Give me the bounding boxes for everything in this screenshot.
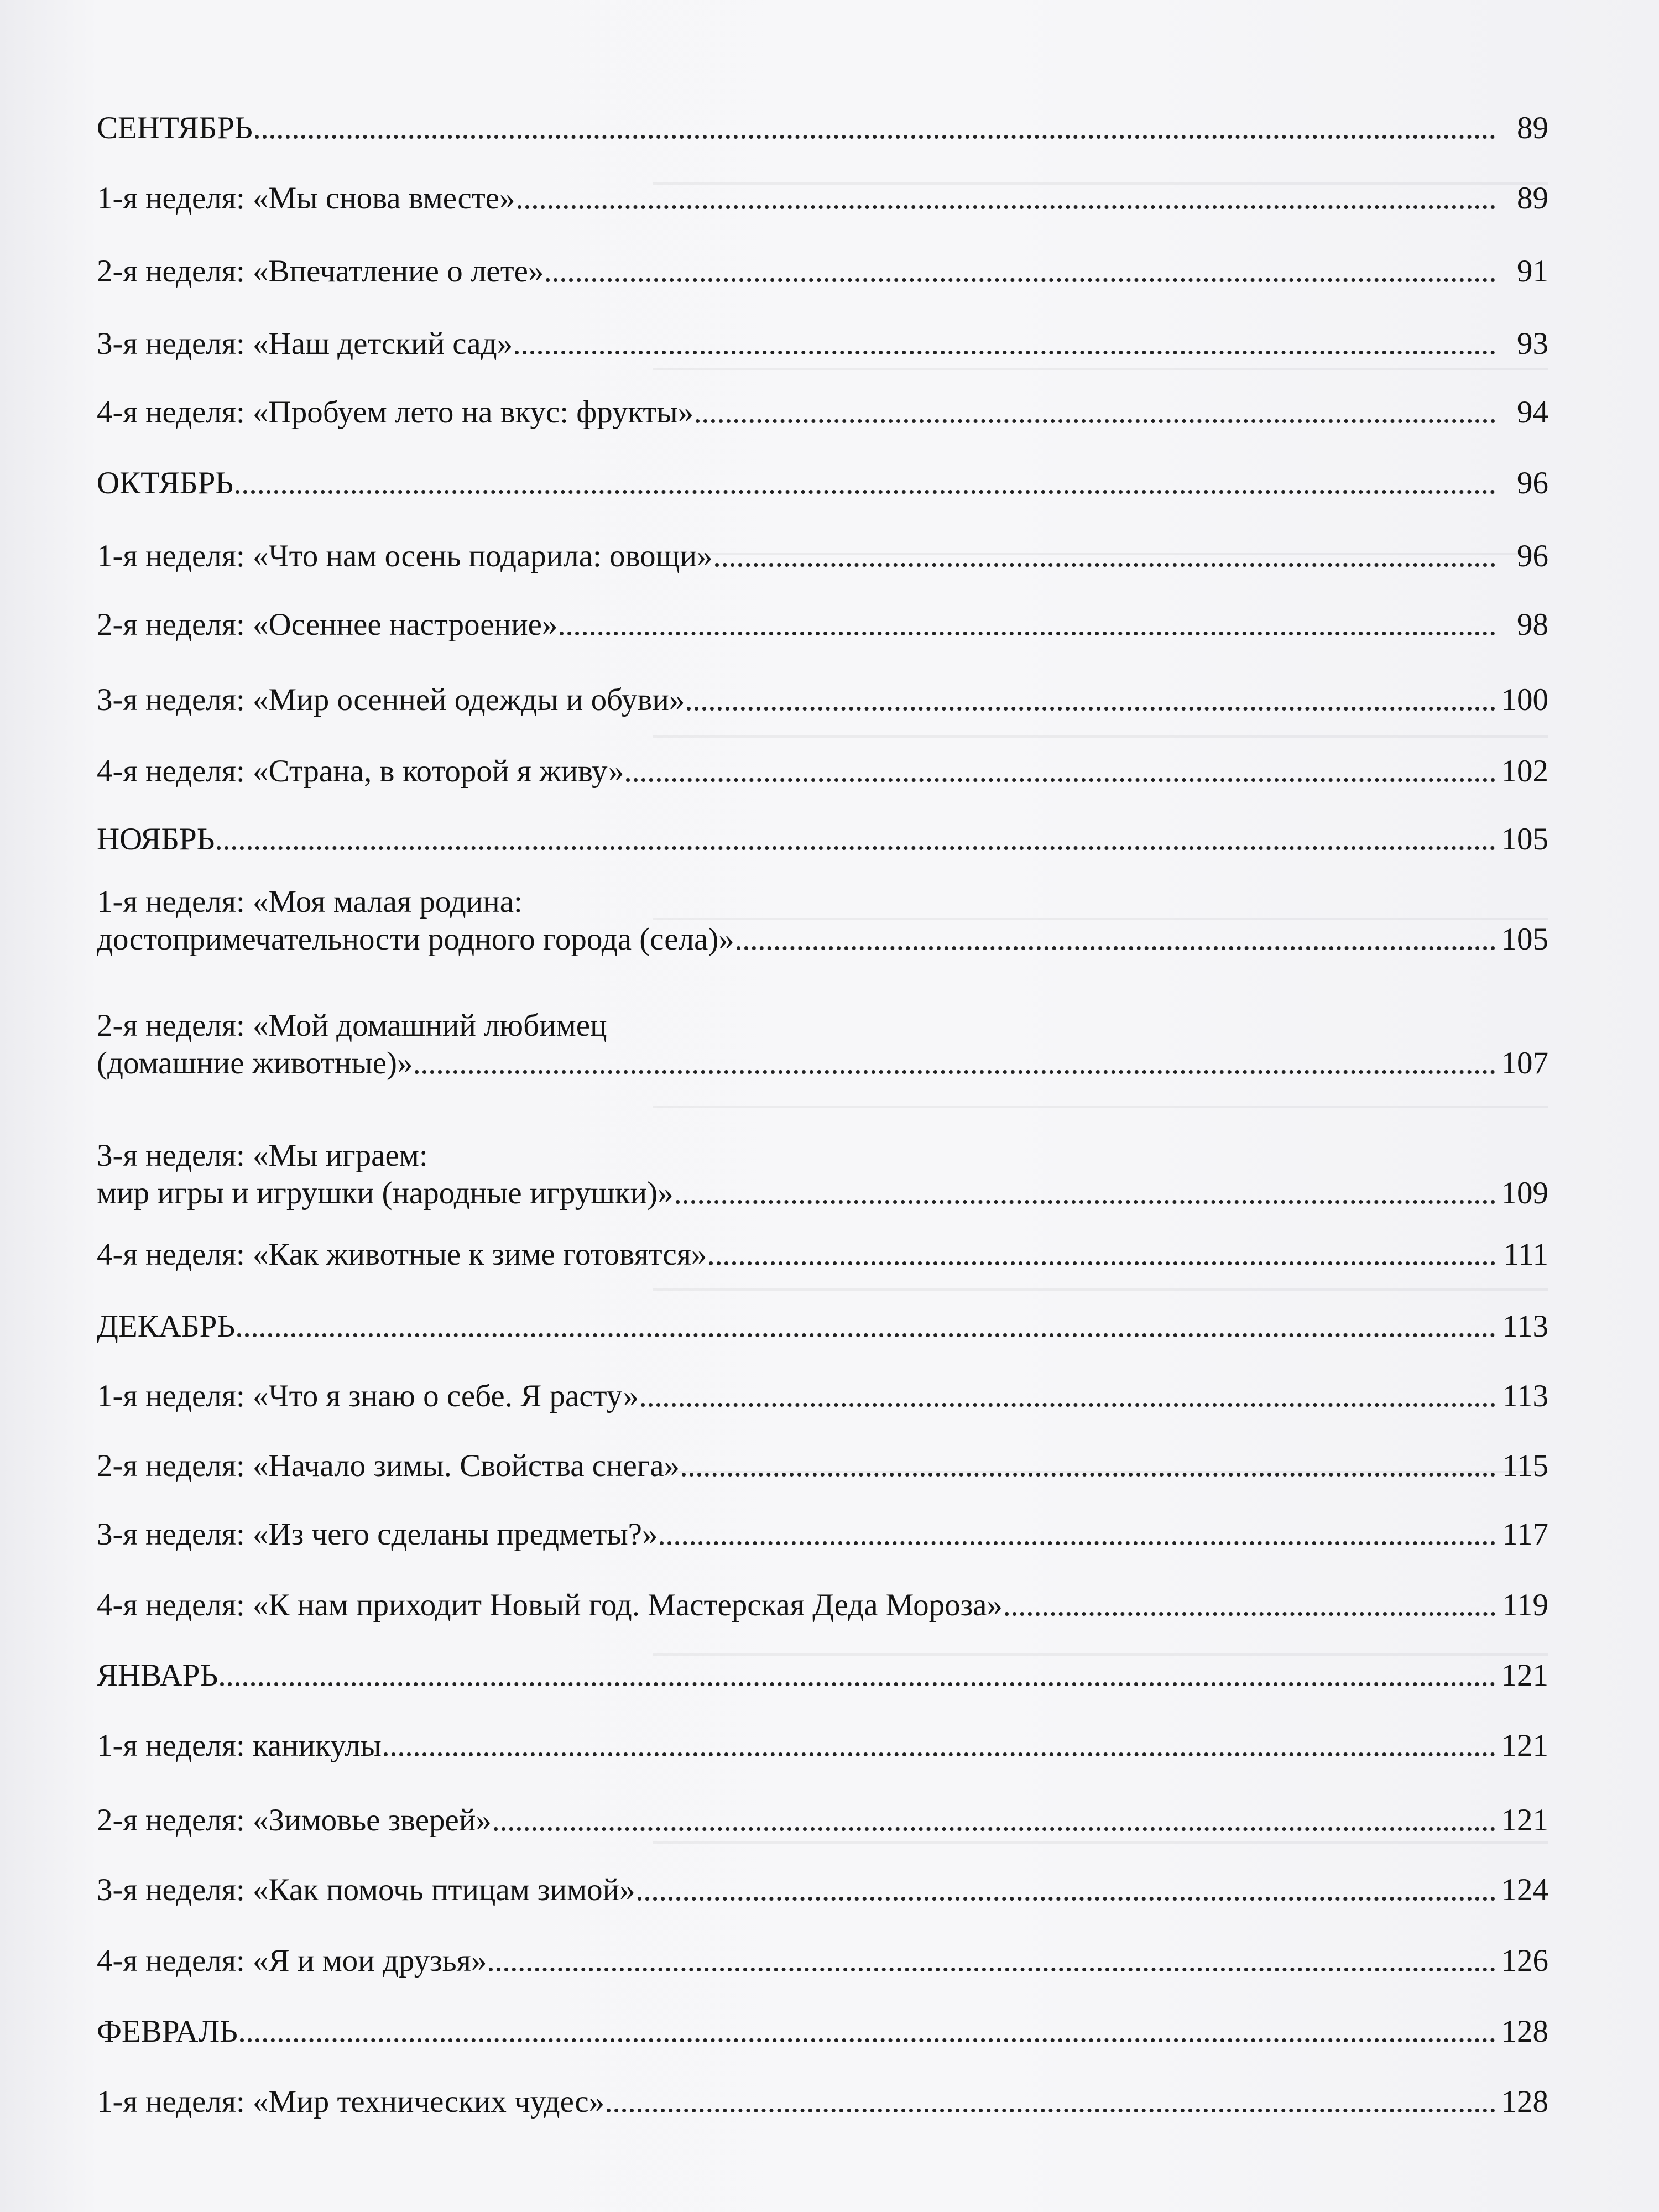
toc-entry-title: 1-я неделя: «Мир технических чудес» [97, 2084, 605, 2119]
toc-entry-title: 4-я неделя: «Страна, в которой я живу» [97, 754, 624, 789]
toc-page-number: 119 [1502, 1588, 1548, 1623]
toc-page-number: 126 [1501, 1943, 1548, 1978]
toc-entry-title: 2-я неделя: «Зимовье зверей» [97, 1803, 492, 1838]
toc-entry [97, 1447, 1548, 1485]
toc-entry [97, 1516, 1548, 1553]
toc-entry [97, 538, 1548, 575]
toc-entry-title-line1: 1-я неделя: «Моя малая родина: [97, 884, 523, 919]
toc-entry [97, 2083, 1548, 2121]
toc-entry [97, 606, 1548, 644]
dot-leader [515, 325, 1495, 363]
dot-leader [682, 1447, 1495, 1485]
toc-entry [97, 1007, 1548, 1082]
toc-entry-title-line1: 2-я неделя: «Мой домашний любимец [97, 1008, 607, 1043]
toc-page-number: 94 [1517, 395, 1548, 430]
dot-leader [638, 1871, 1495, 1909]
toc-page-number: 100 [1501, 682, 1548, 717]
toc-entry [97, 883, 1548, 958]
toc-entry [97, 681, 1548, 719]
toc-entry [97, 1802, 1548, 1839]
toc-entry-month [97, 109, 1548, 147]
dot-leader [384, 1727, 1495, 1765]
toc-page-number: 109 [1501, 1176, 1548, 1211]
toc-entry-title: 1-я неделя: «Что нам осень подарила: овощи» [97, 539, 713, 573]
toc-entry [97, 394, 1548, 431]
toc-entry-title: 1-я неделя: «Мы снова вместе» [97, 181, 515, 216]
toc-entry [97, 253, 1548, 290]
toc-page-number: 121 [1501, 1658, 1548, 1693]
toc-entry-title-line1: 3-я неделя: «Мы играем: [97, 1138, 428, 1173]
toc-entry-title: ЯНВАРЬ [97, 1658, 218, 1693]
toc-page-number: 128 [1501, 2014, 1548, 2049]
toc-page-number: 96 [1517, 466, 1548, 500]
toc-entry-month [97, 465, 1548, 502]
dot-leader [217, 821, 1495, 858]
dot-leader [546, 253, 1495, 290]
dot-leader [255, 109, 1495, 147]
dot-leader [660, 1516, 1495, 1553]
dot-leader [715, 538, 1495, 575]
toc-entry-title: 3-я неделя: «Как помочь птицам зимой» [97, 1872, 635, 1907]
toc-entry-title: 4-я неделя: «Как животные к зиме готовятся» [97, 1237, 707, 1272]
toc-page-number: 96 [1517, 539, 1548, 573]
dot-leader [626, 753, 1495, 790]
toc-entry [97, 753, 1548, 790]
dot-leader [687, 681, 1495, 719]
toc-page-number: 115 [1502, 1448, 1548, 1483]
toc-entry-title: 2-я неделя: «Осеннее настроение» [97, 607, 558, 642]
toc-entry-title: 2-я неделя: «Начало зимы. Свойства снега» [97, 1448, 680, 1483]
toc-entry-title: ФЕВРАЛЬ [97, 2014, 238, 2049]
toc-entry [97, 1727, 1548, 1765]
dot-leader [676, 1175, 1495, 1212]
toc-page-number: 102 [1501, 754, 1548, 789]
toc-entry-title: (домашние животные)» [97, 1046, 413, 1081]
toc-page-number: 128 [1501, 2084, 1548, 2119]
toc-entry-title: 3-я неделя: «Мир осенней одежды и обуви» [97, 682, 685, 717]
toc-page-number: 91 [1517, 254, 1548, 289]
toc-entry-title: 4-я неделя: «Пробуем лето на вкус: фрукты» [97, 395, 694, 430]
toc-entry-title: ОКТЯБРЬ [97, 466, 234, 500]
dot-leader [1005, 1587, 1495, 1624]
dot-leader [518, 180, 1495, 217]
toc-page-number: 124 [1501, 1872, 1548, 1907]
dot-leader [696, 394, 1495, 431]
toc-entry-title: НОЯБРЬ [97, 822, 215, 857]
toc-entry-title: 3-я неделя: «Из чего сделаны предметы?» [97, 1517, 658, 1552]
toc-entry-month [97, 1657, 1548, 1694]
toc-page-number: 98 [1517, 607, 1548, 642]
toc-page-number: 113 [1502, 1379, 1548, 1413]
dot-leader [560, 606, 1495, 644]
toc-page-number: 107 [1501, 1046, 1548, 1081]
toc-page-number: 89 [1517, 111, 1548, 145]
dot-leader [240, 2013, 1495, 2051]
toc-entry-title: ДЕКАБРЬ [97, 1309, 236, 1344]
toc-page-number: 113 [1502, 1309, 1548, 1344]
toc-entry-title: 4-я неделя: «К нам приходит Новый год. Мастерская Деда Мороза» [97, 1588, 1003, 1623]
dot-leader [237, 1308, 1495, 1345]
toc-entry-title: 4-я неделя: «Я и мои друзья» [97, 1943, 487, 1978]
dot-leader [641, 1378, 1495, 1415]
toc-entry-month [97, 2013, 1548, 2051]
dot-leader [489, 1942, 1495, 1980]
toc-entry [97, 1942, 1548, 1980]
toc-entry [97, 1378, 1548, 1415]
toc-page-number: 121 [1501, 1803, 1548, 1838]
toc-page-number: 117 [1502, 1517, 1548, 1552]
dot-leader [737, 921, 1495, 958]
toc-entry-title: достопримечательности родного города (села)» [97, 922, 734, 957]
dot-leader [709, 1236, 1495, 1274]
toc-entry [97, 1236, 1548, 1274]
toc-entry-title: 2-я неделя: «Впечатление о лете» [97, 254, 544, 289]
toc-entry-title: 1-я неделя: каникулы [97, 1728, 382, 1763]
table-of-contents [97, 0, 1548, 2212]
toc-entry [97, 1871, 1548, 1909]
dot-leader [415, 1045, 1495, 1082]
toc-entry-title: 3-я неделя: «Наш детский сад» [97, 326, 513, 361]
toc-entry [97, 1587, 1548, 1624]
toc-entry-title: мир игры и игрушки (народные игрушки)» [97, 1176, 674, 1211]
toc-entry-title: 1-я неделя: «Что я знаю о себе. Я расту» [97, 1379, 639, 1413]
dot-leader [494, 1802, 1495, 1839]
toc-page-number: 105 [1501, 822, 1548, 857]
toc-page-number: 111 [1503, 1237, 1548, 1272]
toc-page-number: 89 [1517, 181, 1548, 216]
toc-entry [97, 325, 1548, 363]
toc-page-number: 105 [1501, 922, 1548, 957]
dot-leader [607, 2083, 1495, 2121]
toc-entry-month [97, 821, 1548, 858]
dot-leader [220, 1657, 1495, 1694]
toc-page-number: 93 [1517, 326, 1548, 361]
dot-leader [236, 465, 1495, 502]
toc-entry-month [97, 1308, 1548, 1345]
toc-entry-title: СЕНТЯБРЬ [97, 111, 253, 145]
toc-entry [97, 1137, 1548, 1212]
toc-page-number: 121 [1501, 1728, 1548, 1763]
toc-entry [97, 180, 1548, 217]
